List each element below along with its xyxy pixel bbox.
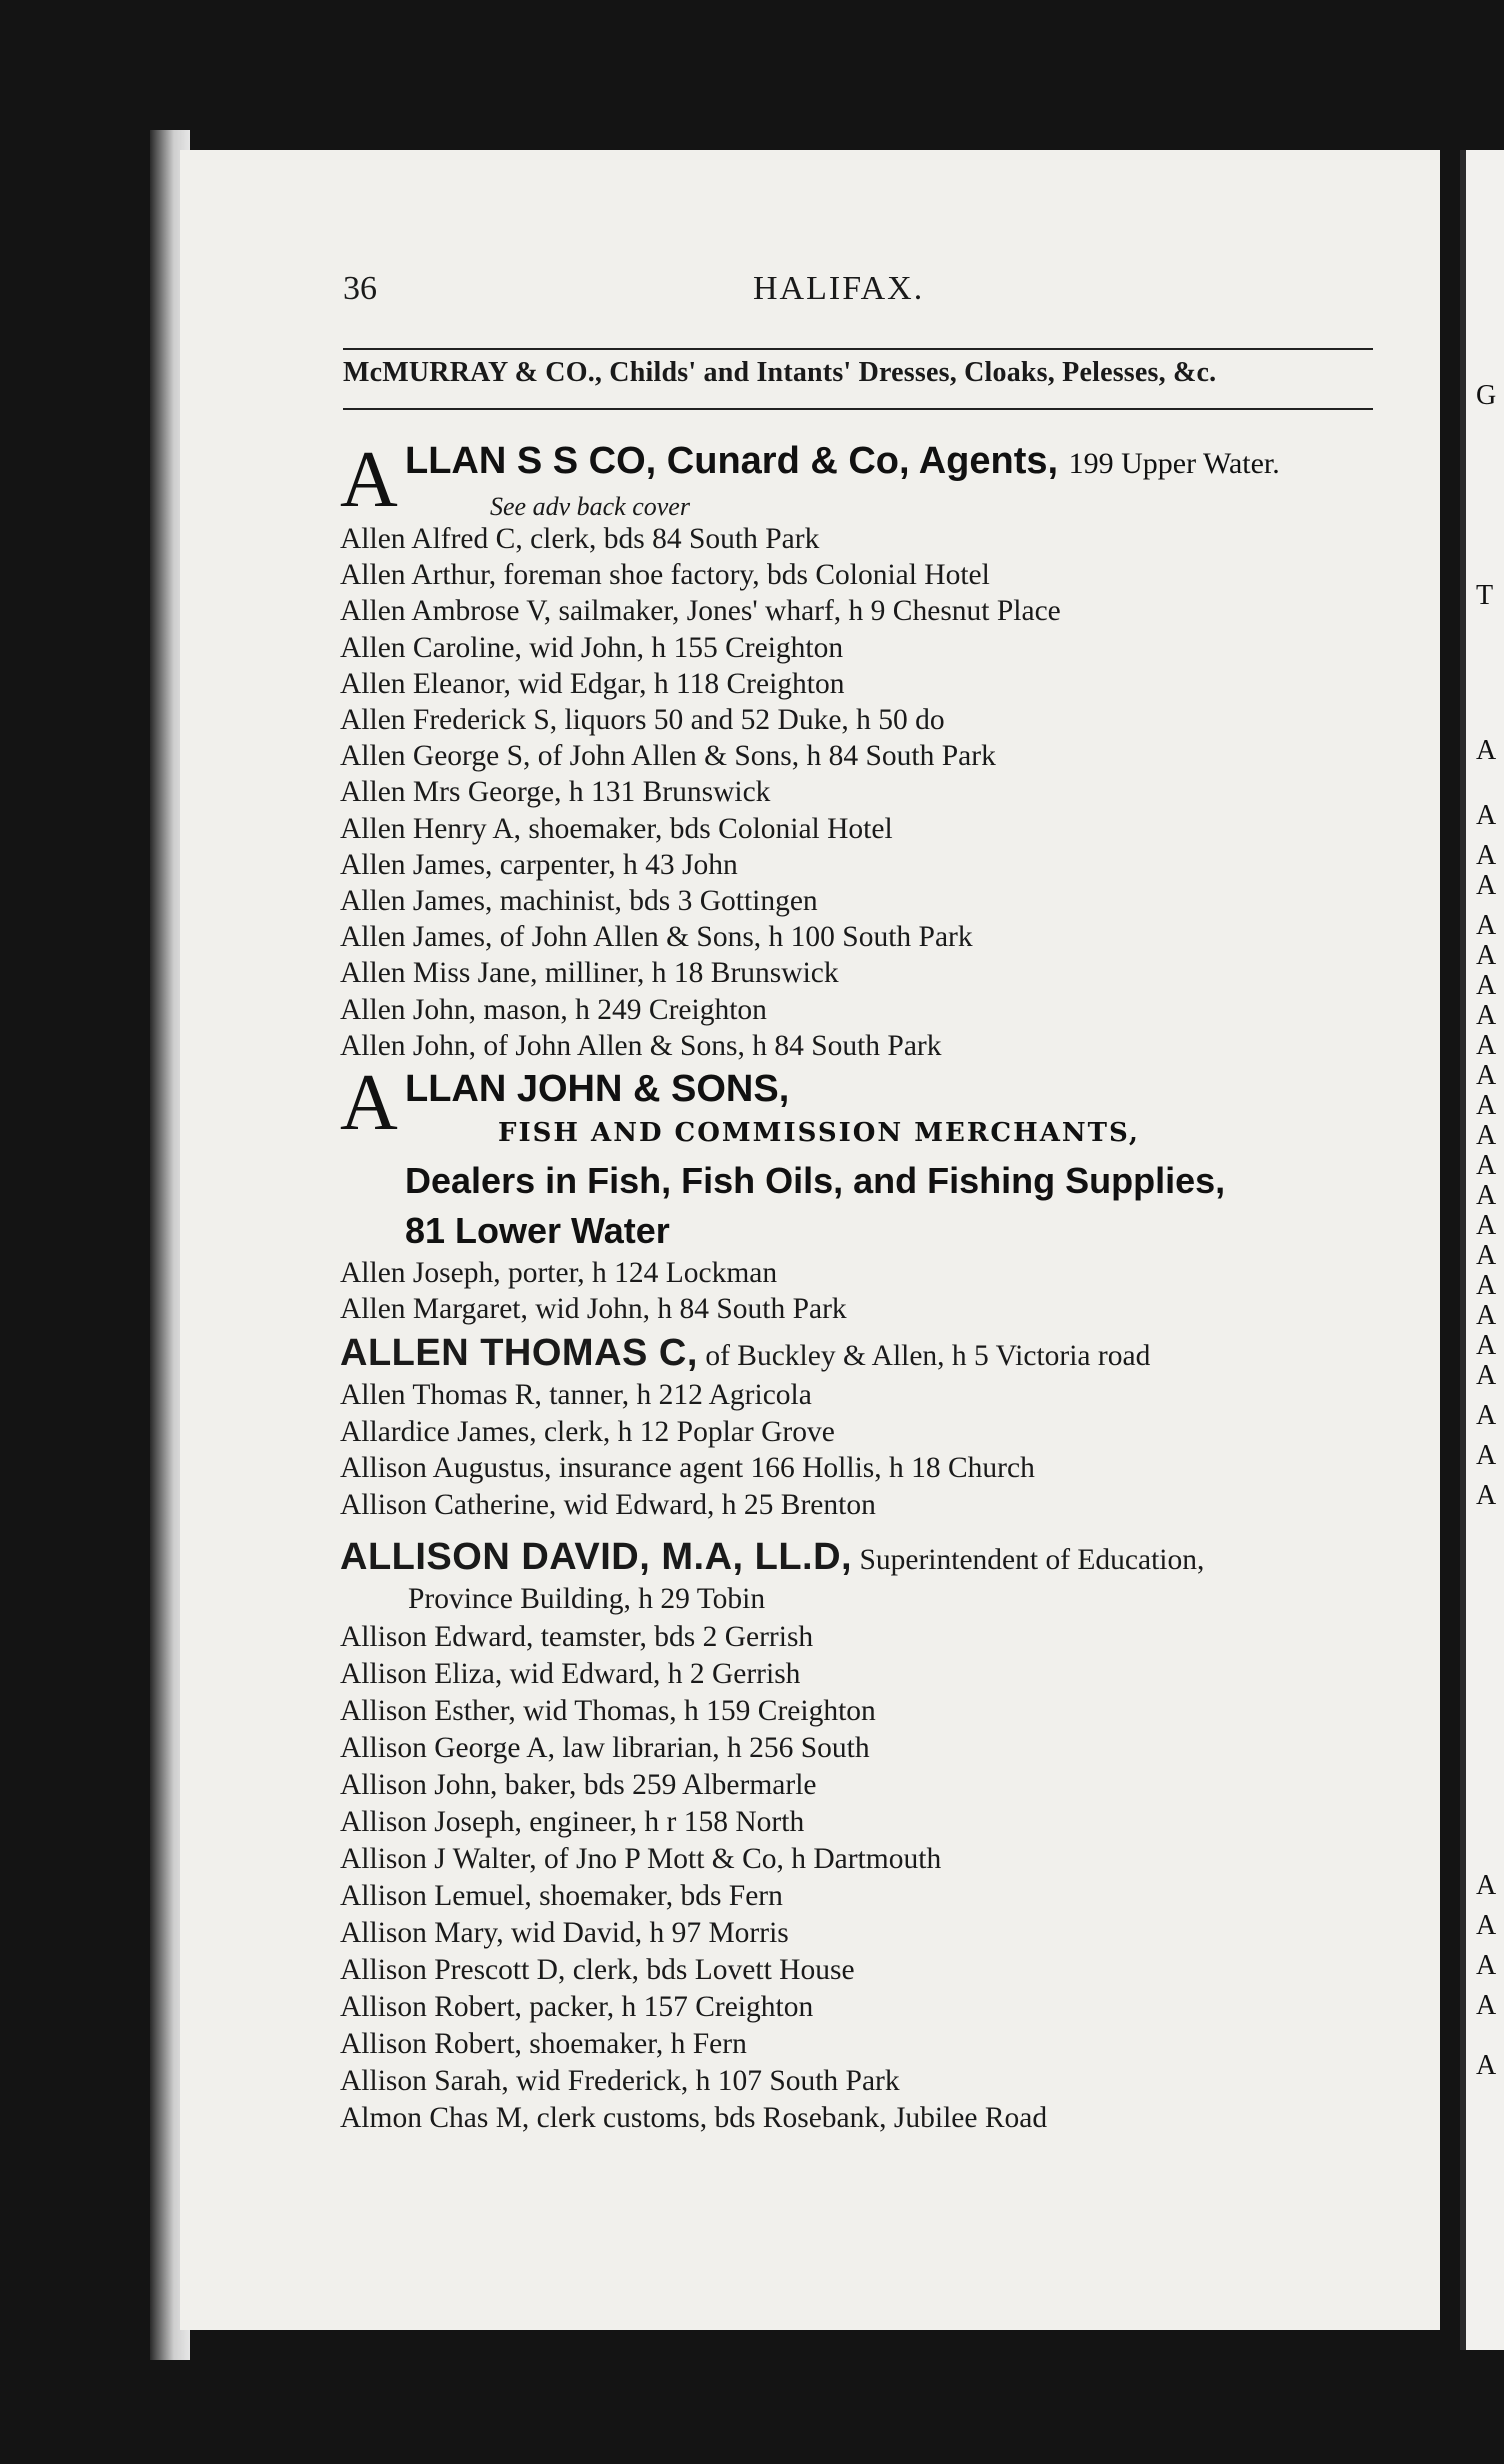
adjacent-page-letter: G bbox=[1476, 380, 1497, 411]
directory-entry: Allen Henry A, shoemaker, bds Colonial Hotel bbox=[340, 812, 893, 845]
directory-entry: Allen John, mason, h 249 Creighton bbox=[340, 993, 767, 1026]
adjacent-page-letter: A bbox=[1476, 1870, 1497, 1901]
directory-entry: Allen Frederick S, liquors 50 and 52 Duke, h 50 do bbox=[340, 704, 945, 736]
directory-entry: Allison Catherine, wid Edward, h 25 Brenton bbox=[340, 1488, 876, 1521]
directory-entry: Allen Eleanor, wid Edgar, h 118 Creighton bbox=[340, 667, 845, 700]
directory-entry: Allen James, carpenter, h 43 John bbox=[340, 848, 738, 881]
directory-entry: Allen Alfred C, clerk, bds 84 South Park bbox=[340, 523, 820, 555]
directory-entry: Allardice James, clerk, h 12 Poplar Grove bbox=[340, 1415, 835, 1448]
adjacent-page-letter: A bbox=[1476, 1210, 1497, 1241]
adjacent-page-letter: A bbox=[1476, 1990, 1497, 2021]
adjacent-page-letter: A bbox=[1476, 1400, 1497, 1431]
page-header bbox=[343, 270, 1368, 310]
header-rule-bottom bbox=[343, 408, 1373, 410]
allan-ss-address: 199 Upper Water. bbox=[1068, 447, 1280, 480]
adjacent-page-letter: A bbox=[1476, 1000, 1497, 1031]
allan-john-name: LLAN JOHN & SONS, bbox=[405, 1068, 790, 1110]
adjacent-page-letter: A bbox=[1476, 940, 1497, 971]
allan-john-line4: 81 Lower Water bbox=[405, 1210, 670, 1251]
page-number: 36 bbox=[343, 270, 377, 307]
allan-john-line2: FISH AND COMMISSION MERCHANTS, bbox=[498, 1118, 1140, 1148]
directory-entry: Allen James, of John Allen & Sons, h 100 South Park bbox=[340, 921, 973, 954]
adjacent-page-letter: A bbox=[1476, 2050, 1497, 2081]
directory-entry: Allen Joseph, porter, h 124 Lockman bbox=[340, 1257, 778, 1289]
allan-ss-note: See adv back cover bbox=[490, 492, 690, 521]
adjacent-page-letter: A bbox=[1476, 840, 1497, 871]
directory-entry: Allison Prescott D, clerk, bds Lovett House bbox=[340, 1954, 855, 1986]
adjacent-page-letter: A bbox=[1476, 1090, 1497, 1121]
directory-entry: Allison John, baker, bds 259 Albermarle bbox=[340, 1769, 817, 1801]
directory-entry: Allison Lemuel, shoemaker, bds Fern bbox=[340, 1880, 783, 1912]
directory-entry: Allen Arthur, foreman shoe factory, bds Colonial Hotel bbox=[340, 559, 990, 592]
directory-entry: Allen John, of John Allen & Sons, h 84 South Park bbox=[340, 1029, 942, 1062]
adjacent-page-letter: A bbox=[1476, 1950, 1497, 1981]
allen-thomas-rest: of Buckley & Allen, h 5 Victoria road bbox=[705, 1340, 1151, 1372]
directory-entry: Allison Robert, shoemaker, h Fern bbox=[340, 2028, 747, 2060]
allison-david-rest: Superintendent of Education, bbox=[859, 1544, 1205, 1576]
directory-entry: Allison Esther, wid Thomas, h 159 Creighton bbox=[340, 1695, 876, 1727]
adjacent-page-letter: A bbox=[1476, 1030, 1497, 1061]
allan-john-line3: Dealers in Fish, Fish Oils, and Fishing Supplies, bbox=[405, 1160, 1226, 1201]
allen-thomas-entry bbox=[340, 1332, 1151, 1374]
adjacent-page-letter: A bbox=[1476, 910, 1497, 941]
directory-entry: Allison Robert, packer, h 157 Creighton bbox=[340, 1991, 814, 2023]
dropcap-a: A bbox=[340, 1059, 398, 1147]
directory-entry: Almon Chas M, clerk customs, bds Rosebank, Jubilee Road bbox=[340, 2102, 1048, 2134]
header-rule-top bbox=[343, 348, 1373, 350]
allan-ss-line bbox=[405, 440, 1280, 483]
directory-entry: Allen Thomas R, tanner, h 212 Agricola bbox=[340, 1379, 812, 1411]
adjacent-page-letter: A bbox=[1476, 735, 1497, 766]
directory-entry: Allison J Walter, of Jno P Mott & Co, h Dartmouth bbox=[340, 1843, 942, 1875]
adjacent-page-letter: A bbox=[1476, 1150, 1497, 1181]
directory-entry: Allison Augustus, insurance agent 166 Hollis, h 18 Church bbox=[340, 1452, 1035, 1484]
adjacent-page-letter: A bbox=[1476, 1060, 1497, 1091]
adjacent-page-letter: A bbox=[1476, 1910, 1497, 1941]
directory-entry: Allison Joseph, engineer, h r 158 North bbox=[340, 1806, 805, 1838]
directory-entry: Allen Caroline, wid John, h 155 Creighton bbox=[340, 631, 844, 664]
adjacent-page-letter: A bbox=[1476, 1270, 1497, 1301]
directory-entry: Allen Miss Jane, milliner, h 18 Brunswick bbox=[340, 957, 839, 990]
adjacent-page-letter: A bbox=[1476, 970, 1497, 1001]
directory-entry: Allen George S, of John Allen & Sons, h 84 South Park bbox=[340, 740, 996, 773]
directory-entry: Allison Edward, teamster, bds 2 Gerrish bbox=[340, 1621, 814, 1653]
adjacent-page-letter: A bbox=[1476, 1440, 1497, 1471]
adjacent-page-letter: A bbox=[1476, 800, 1497, 831]
adjacent-page-letter: A bbox=[1476, 1240, 1497, 1271]
allison-david-cont: Province Building, h 29 Tobin bbox=[408, 1583, 766, 1615]
directory-entry: Allison George A, law librarian, h 256 South bbox=[340, 1732, 870, 1764]
dropcap-a: A bbox=[340, 436, 398, 524]
adjacent-page-letter: A bbox=[1476, 870, 1497, 901]
adjacent-page-letter: T bbox=[1476, 580, 1494, 611]
directory-entry: Allison Sarah, wid Frederick, h 107 South Park bbox=[340, 2065, 900, 2097]
directory-entry: Allison Eliza, wid Edward, h 2 Gerrish bbox=[340, 1658, 801, 1690]
directory-entry: Allison Mary, wid David, h 97 Morris bbox=[340, 1917, 789, 1949]
running-head: HALIFAX. bbox=[753, 270, 925, 307]
directory-entry: Allen Mrs George, h 131 Brunswick bbox=[340, 776, 771, 809]
adjacent-page-letter: A bbox=[1476, 1300, 1497, 1331]
allan-ss-name: LLAN S S CO, Cunard & Co, Agents, bbox=[405, 440, 1059, 482]
adjacent-page-letter: A bbox=[1476, 1180, 1497, 1211]
advert-banner: McMURRAY & CO., Childs' and Intants' Dresses, Cloaks, Pelesses, &c. bbox=[343, 357, 1217, 388]
directory-entry: Allen James, machinist, bds 3 Gottingen bbox=[340, 885, 818, 917]
adjacent-page-letter: A bbox=[1476, 1360, 1497, 1391]
adjacent-page-letter: A bbox=[1476, 1120, 1497, 1151]
allison-david-entry bbox=[340, 1536, 1205, 1578]
directory-entry: Allen Ambrose V, sailmaker, Jones' wharf, h 9 Chesnut Place bbox=[340, 595, 1061, 628]
allison-david-name: ALLISON DAVID, M.A, LL.D, bbox=[340, 1536, 853, 1578]
allen-thomas-name: ALLEN THOMAS C, bbox=[340, 1332, 698, 1374]
adjacent-page-letter: A bbox=[1476, 1480, 1497, 1511]
adjacent-page-letter: A bbox=[1476, 1330, 1497, 1361]
directory-entry: Allen Margaret, wid John, h 84 South Park bbox=[340, 1293, 847, 1325]
